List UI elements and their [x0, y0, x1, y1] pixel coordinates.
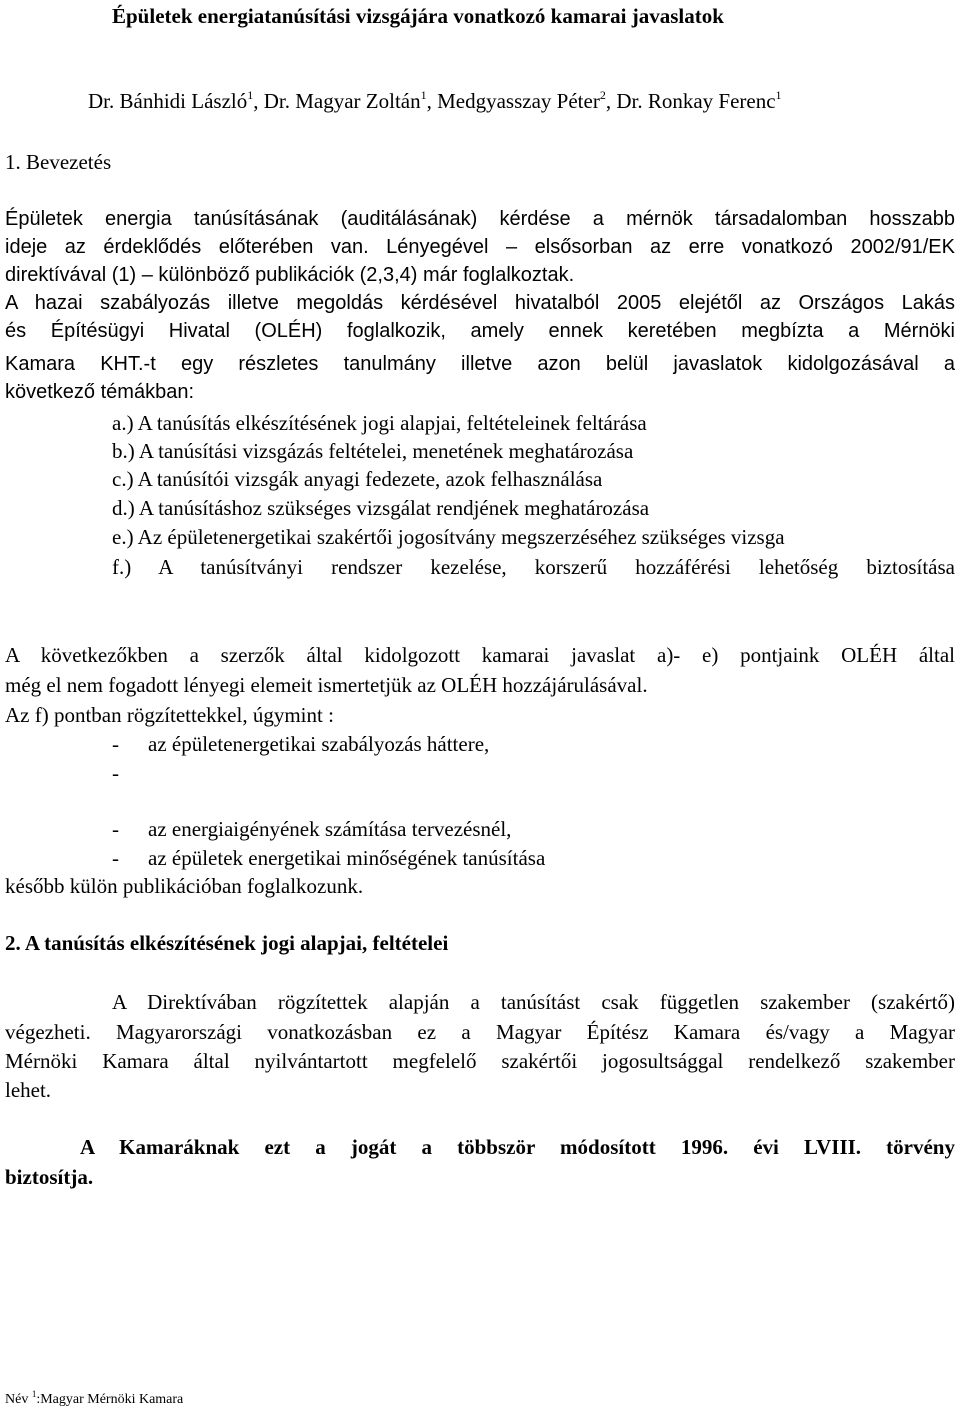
- paragraph-line: A következőkben a szerzők által kidolgozott kamarai javaslat a)- e) pontjaink OLÉH által: [5, 643, 955, 667]
- paragraph-line: A hazai szabályozás illetve megoldás kérdésével hivatalból 2005 elejétől az Országos Lakás: [5, 292, 955, 314]
- paragraph-line: ideje az érdeklődés előterében van. Lényegével – elsősorban az erre vonatkozó 2002/91/EK: [5, 236, 955, 258]
- affiliation-mark: 1: [775, 88, 782, 102]
- paragraph-line: A Direktívában rögzítettek alapján a tanúsítást csak független szakember (szakértő): [112, 990, 955, 1014]
- paragraph-line: és Építésügyi Hivatal (OLÉH) foglalkozik, amely ennek keretében megbízta a Mérnöki: [5, 320, 955, 342]
- dash-item: az épületek energetikai minőségének tanúsítása: [148, 846, 546, 870]
- affiliation-mark: 2: [599, 88, 606, 102]
- author-line: [88, 89, 782, 114]
- page-title: Épületek energiatanúsítási vizsgájára vonatkozó kamarai javaslatok: [112, 4, 724, 28]
- dash-item: az energiaigényének számítása tervezésnél,: [148, 817, 512, 841]
- list-item: e.) Az épületenergetikai szakértői jogosítvány megszerzéséhez szükséges vizsga: [112, 525, 785, 549]
- paragraph-line: Az f) pontban rögzítettekkel, úgymint :: [5, 703, 334, 727]
- bold-statement-line: A Kamaráknak ezt a jogát a többször módosított 1996. évi LVIII. törvény: [80, 1135, 955, 1159]
- affiliation-mark: 1: [420, 88, 427, 102]
- list-item: b.) A tanúsítási vizsgázás feltételei, menetének meghatározása: [112, 439, 634, 463]
- footnote-prefix: Név: [5, 1392, 32, 1407]
- dash-bullet: -: [112, 732, 119, 756]
- author-name: , Medgyasszay Péter: [426, 89, 600, 113]
- paragraph-line: Kamara KHT.-t egy részletes tanulmány illetve azon belül javaslatok kidolgozásával a: [5, 353, 955, 375]
- footnote: [5, 1389, 184, 1408]
- author-name: , Dr. Ronkay Ferenc: [605, 89, 776, 113]
- list-item: d.) A tanúsításhoz szükséges vizsgálat rendjének meghatározása: [112, 496, 650, 520]
- dash-bullet: -: [112, 846, 119, 870]
- section-heading: 1. Bevezetés: [5, 150, 112, 174]
- bold-statement-line: biztosítja.: [5, 1165, 94, 1189]
- paragraph-line: végezheti. Magyarországi vonatkozásban ez a Magyar Építész Kamara és/vagy a Magyar: [5, 1020, 955, 1044]
- paragraph-line: direktívával (1) – különböző publikációk (2,3,4) már foglalkoztak.: [5, 264, 575, 286]
- paragraph-line: Mérnöki Kamara által nyilvántartott megfelelő szakértői jogosultsággal rendelkező szakember: [5, 1049, 955, 1073]
- footnote-text: :Magyar Mérnöki Kamara: [36, 1392, 184, 1407]
- dash-bullet: -: [112, 817, 119, 841]
- author-name: Dr. Bánhidi László: [88, 89, 248, 113]
- author-name: , Dr. Magyar Zoltán: [253, 89, 421, 113]
- dash-bullet: -: [112, 761, 119, 785]
- dash-item: az épületenergetikai szabályozás háttere,: [148, 732, 490, 756]
- affiliation-mark: 1: [247, 88, 254, 102]
- paragraph-line: lehet.: [5, 1078, 52, 1102]
- footnote-mark: 1: [31, 1389, 37, 1399]
- list-item: f.) A tanúsítványi rendszer kezelése, korszerű hozzáférési lehetőség biztosítása: [112, 555, 955, 579]
- section-heading: 2. A tanúsítás elkészítésének jogi alapjai, feltételei: [5, 931, 449, 955]
- paragraph-line: következő témákban:: [5, 381, 194, 403]
- paragraph-line: még el nem fogadott lényegi elemeit ismertetjük az OLÉH hozzájárulásával.: [5, 673, 648, 697]
- list-item: a.) A tanúsítás elkészítésének jogi alapjai, feltételeinek feltárása: [112, 411, 647, 435]
- paragraph-line: Épületek energia tanúsításának (auditálásának) kérdése a mérnök társadalomban hosszabb: [5, 208, 955, 230]
- paragraph-line: később külön publikációban foglalkozunk.: [5, 874, 364, 898]
- list-item: c.) A tanúsítói vizsgák anyagi fedezete, azok felhasználása: [112, 467, 603, 491]
